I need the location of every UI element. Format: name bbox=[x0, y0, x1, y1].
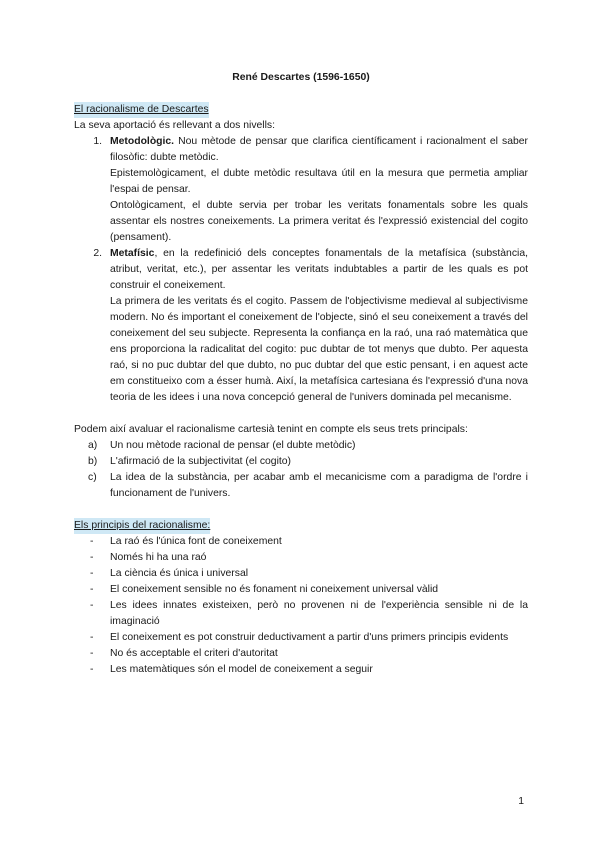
section-intro: La seva aportació és rellevant a dos nivells: bbox=[74, 120, 275, 131]
list-item bbox=[74, 582, 528, 598]
paragraph bbox=[110, 246, 528, 294]
spacer bbox=[74, 502, 528, 518]
dash-bullet: - bbox=[90, 568, 94, 579]
document-title: René Descartes (1596-1650) bbox=[232, 72, 370, 83]
list-item bbox=[74, 662, 528, 678]
dash-bullet: - bbox=[90, 552, 94, 563]
list-item bbox=[74, 470, 528, 502]
paragraph: Ontològicament, el dubte servia per trobar les veritats fonamentals sobre les quals assentar els nostres coneixements. La primera veritat és l'expressió existencial del cogito (pensament). bbox=[110, 200, 528, 243]
list-item-body bbox=[110, 246, 528, 406]
list-item bbox=[74, 630, 528, 646]
section-intro: Podem així avaluar el racionalisme cartesià tenint en compte els seus trets principals: bbox=[74, 424, 468, 435]
list-item-metaphysical bbox=[74, 246, 528, 406]
spacer bbox=[74, 406, 528, 422]
list-item-methodological bbox=[74, 134, 528, 246]
section-heading: El racionalisme de Descartes bbox=[74, 102, 209, 118]
list-item-text: Només hi ha una raó bbox=[110, 552, 207, 563]
section-principles bbox=[74, 518, 528, 678]
paragraph: Epistemològicament, el dubte metòdic resultava útil en la mesura que permetia ampliar l'espai de pensar. bbox=[110, 168, 528, 195]
list-item-text: La raó és l'única font de coneixement bbox=[110, 536, 282, 547]
list-item bbox=[74, 550, 528, 566]
list-number: 2. bbox=[93, 248, 102, 259]
list-item-text: L'afirmació de la subjectivitat (el cogito) bbox=[110, 456, 292, 467]
list-item-text: La idea de la substància, per acabar amb el mecanicisme com a paradigma de l'ordre i funcionament de l'univers. bbox=[110, 472, 528, 499]
paragraph-text: , en la redefinició dels conceptes fonamentals de la metafísica (substància, atribut, veritat, etc.), per assentar les veritats indubtables a partir de les quals es pot construir el coneixement. bbox=[110, 248, 528, 291]
dash-bullet: - bbox=[90, 584, 94, 595]
list-item-text: El coneixement es pot construir deductivament a partir d'uns primers principis evidents bbox=[110, 632, 509, 643]
section-rationalism bbox=[74, 102, 528, 406]
page-number: 1 bbox=[518, 796, 524, 807]
list-letter: b) bbox=[88, 456, 98, 467]
list-item-text: Un nou mètode racional de pensar (el dubte metòdic) bbox=[110, 440, 356, 451]
list-item bbox=[74, 438, 528, 454]
paragraph bbox=[110, 134, 528, 166]
dash-bullet: - bbox=[90, 536, 94, 547]
list-letter: a) bbox=[88, 440, 98, 451]
document-page bbox=[74, 70, 528, 678]
lead-term: Metodològic. bbox=[110, 136, 175, 147]
numbered-list bbox=[74, 134, 528, 406]
list-item bbox=[74, 454, 528, 470]
list-item-text: El coneixement sensible no és fonament ni coneixement universal vàlid bbox=[110, 584, 439, 595]
list-letter: c) bbox=[88, 472, 97, 483]
list-item-text: La ciència és única i universal bbox=[110, 568, 249, 579]
dash-bullet: - bbox=[90, 648, 94, 659]
lead-term: Metafísic bbox=[110, 248, 155, 259]
dash-bullet: - bbox=[90, 632, 94, 643]
paragraph: La primera de les veritats és el cogito. Passem de l'objectivisme medieval al subjectivisme modern. No és important el coneixement de l'objecte, sinó el seu coneixement a través del coneixement del seu subjecte. Representa la confiança en la raó, una raó matemàtica que ens proporciona la radicalitat del cogito: puc dubtar de tot menys que dubto. Per aquesta raó, si no puc dubtar del que dubto, no puc dubtar del que estic pensant, i en aquest acte em constitueixo com a ésser humà. Així, la metafísica cartesiana és l'expressió d'una nova teoria de les idees i una nova concepció general de l'univers dominada pel mecanisme. bbox=[110, 296, 528, 403]
section-heading: Els principis del racionalisme: bbox=[74, 518, 210, 534]
list-item-body bbox=[110, 134, 528, 246]
list-number: 1. bbox=[93, 136, 102, 147]
paragraph-text: Nou mètode de pensar que clarifica científicament i racionalment el saber filosòfic: dubte metòdic. bbox=[110, 136, 528, 163]
list-item bbox=[74, 598, 528, 630]
list-item bbox=[74, 566, 528, 582]
list-item bbox=[74, 534, 528, 550]
list-item bbox=[74, 646, 528, 662]
dash-bullet: - bbox=[90, 600, 94, 611]
list-item-text: Les matemàtiques són el model de coneixement a seguir bbox=[110, 664, 373, 675]
list-item-text: Les idees innates existeixen, però no provenen ni de l'experiència sensible ni de la imaginació bbox=[110, 600, 528, 627]
list-item-text: No és acceptable el criteri d'autoritat bbox=[110, 648, 278, 659]
section-traits bbox=[74, 422, 528, 502]
dash-bullet: - bbox=[90, 664, 94, 675]
